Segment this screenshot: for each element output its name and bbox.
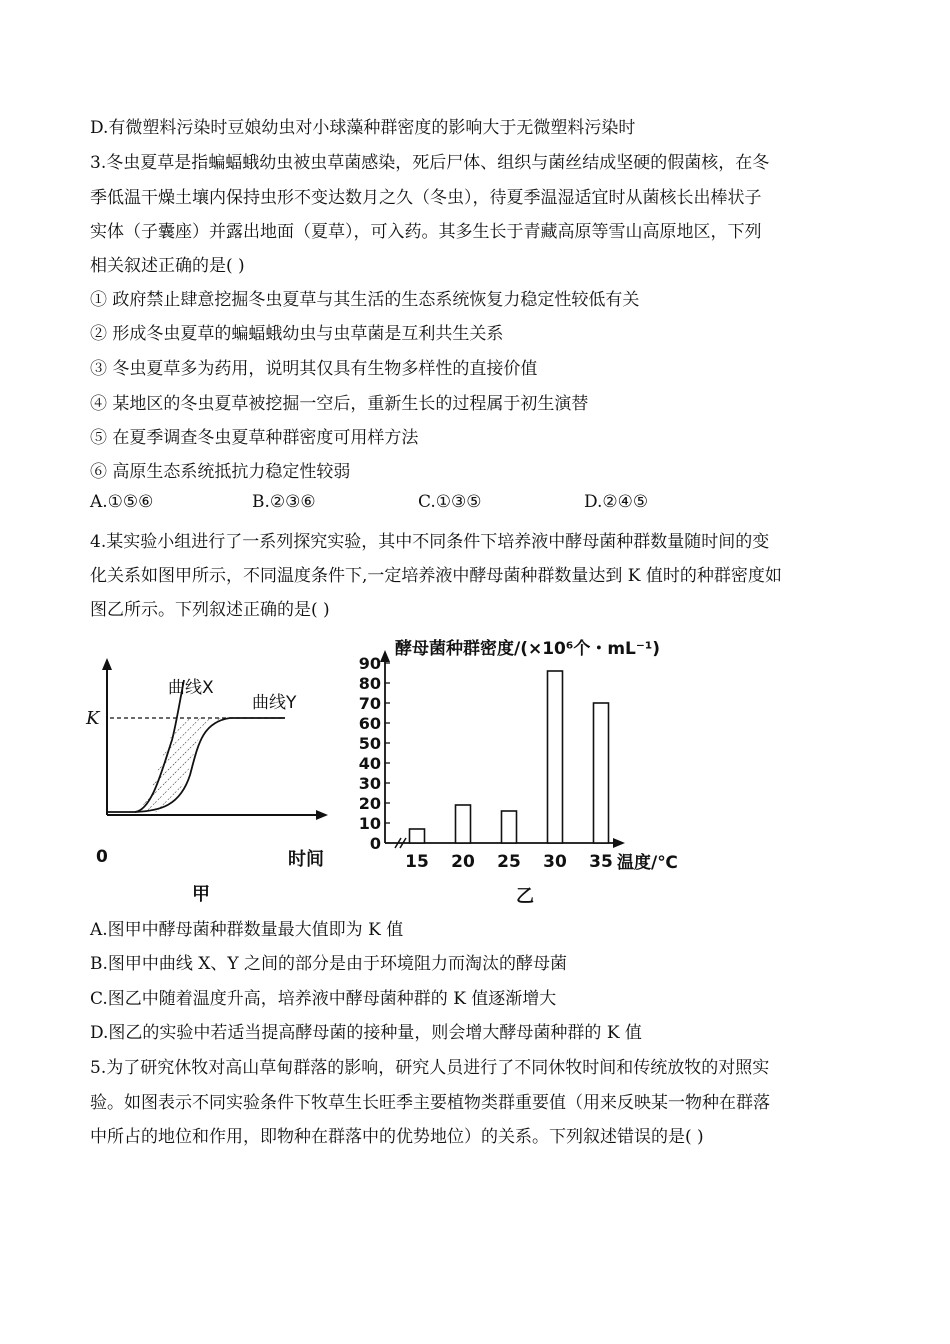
- y-tick-label: 10: [358, 814, 381, 833]
- figure-jia-caption: 甲: [192, 884, 210, 905]
- y-axis-arrow: [380, 650, 390, 662]
- figure-yi-chart: [355, 628, 715, 913]
- bar-35: [594, 703, 609, 843]
- x-axis-arrow: [613, 838, 625, 848]
- q3-stem-line-2: 季低温干燥土壤内保持虫形不变达数月之久（冬虫），待夏季温湿适宜时从菌核长出棒状子: [90, 188, 762, 208]
- q3-option-b: B.②③⑥: [252, 492, 316, 512]
- q3-stem-line-3: 实体（子囊座）并露出地面（夏草），可入药。其多生长于青藏高原等雪山高原地区，下列: [90, 222, 762, 242]
- q4-option-c: C.图乙中随着温度升高，培养液中酵母菌种群的 K 值逐渐增大: [90, 989, 557, 1009]
- x-tick-label: 30: [543, 852, 567, 872]
- bar-15: [410, 829, 425, 843]
- q3-option-d: D.②④⑤: [584, 492, 649, 512]
- q5-stem-line-3: 中所占的地位和作用，即物种在群落中的优势地位）的关系。下列叙述错误的是( ): [90, 1127, 704, 1147]
- curve-x-label: 曲线X: [168, 678, 214, 698]
- q2-option-d: D.有微塑料污染时豆娘幼虫对小球藻种群密度的影响大于无微塑料污染时: [90, 118, 636, 138]
- x-tick-label: 15: [405, 852, 429, 872]
- y-tick-label: 40: [358, 754, 381, 773]
- x-tick-label: 35: [589, 852, 613, 872]
- chart-title: 酵母菌种群密度/(×10⁶个・mL⁻¹): [395, 639, 661, 659]
- x-ticks: [405, 852, 613, 872]
- q5-stem-line-2: 验。如图表示不同实验条件下牧草生长旺季主要植物类群重要值（用来反映某一物种在群落: [90, 1093, 770, 1113]
- q3-statement-6: ⑥ 高原生态系统抵抗力稳定性较弱: [90, 462, 351, 482]
- q4-option-b: B.图甲中曲线 X、Y 之间的部分是由于环境阻力而淘汰的酵母菌: [90, 954, 568, 974]
- bars: [410, 671, 609, 843]
- y-tick-label: 80: [358, 674, 381, 693]
- figure-jia: [80, 630, 350, 910]
- bar-20: [456, 805, 471, 843]
- q3-statement-5: ⑤ 在夏季调查冬虫夏草种群密度可用样方法: [90, 428, 419, 448]
- hatched-region: [135, 718, 230, 812]
- bar-30: [548, 671, 563, 843]
- q3-statement-4: ④ 某地区的冬虫夏草被挖掘一空后，重新生长的过程属于初生演替: [90, 394, 589, 414]
- y-tick-label: 90: [358, 654, 381, 673]
- q3-statement-2: ② 形成冬虫夏草的蝙蝠蛾幼虫与虫草菌是互利共生关系: [90, 324, 504, 344]
- x-tick-label: 25: [497, 852, 521, 872]
- y-axis-arrow: [102, 658, 112, 670]
- q3-stem-line-1: 3.冬虫夏草是指蝙蝠蛾幼虫被虫草菌感染，死后尸体、组织与菌丝结成坚硬的假菌核，在冬: [90, 153, 770, 173]
- y-tick-label: 20: [358, 794, 381, 813]
- q5-stem-line-1: 5.为了研究休牧对高山草甸群落的影响，研究人员进行了不同休牧时间和传统放牧的对照实: [90, 1058, 770, 1078]
- figure-yi-caption: 乙: [516, 886, 534, 907]
- q3-options: [90, 492, 850, 518]
- bar-25: [502, 811, 517, 843]
- origin-label: 0: [96, 847, 108, 867]
- y-tick-label: 70: [358, 694, 381, 713]
- x-axis-label: 温度/℃: [617, 853, 678, 873]
- q3-option-c: C.①③⑤: [418, 492, 482, 512]
- y-tick-label: 50: [358, 734, 381, 753]
- x-axis-arrow: [316, 810, 328, 820]
- x-tick-label: 20: [451, 852, 475, 872]
- q4-option-d: D.图乙的实验中若适当提高酵母菌的接种量，则会增大酵母菌种群的 K 值: [90, 1023, 642, 1043]
- q4-stem-line-3: 图乙所示。下列叙述正确的是( ): [90, 600, 330, 620]
- y-tick-label: 60: [358, 714, 381, 733]
- y-tick-label: 0: [369, 834, 381, 853]
- q4-stem-line-2: 化关系如图甲所示，不同温度条件下,一定培养液中酵母菌种群数量达到 K 值时的种群密度如: [90, 566, 782, 586]
- q4-stem-line-1: 4.某实验小组进行了一系列探究实验，其中不同条件下培养液中酵母菌种群数量随时间的变: [90, 532, 770, 552]
- k-label: K: [86, 708, 100, 729]
- curve-y-label: 曲线Y: [252, 693, 297, 713]
- y-tick-label: 30: [358, 774, 381, 793]
- q3-option-a: A.①⑤⑥: [90, 492, 154, 512]
- q3-statement-1: ① 政府禁止肆意挖掘冬虫夏草与其生活的生态系统恢复力稳定性较低有关: [90, 290, 640, 310]
- q3-statement-3: ③ 冬虫夏草多为药用，说明其仅具有生物多样性的直接价值: [90, 359, 538, 379]
- q4-option-a: A.图甲中酵母菌种群数量最大值即为 K 值: [90, 920, 404, 940]
- x-axis-label: 时间: [288, 849, 324, 870]
- q3-stem-line-4: 相关叙述正确的是( ): [90, 256, 245, 276]
